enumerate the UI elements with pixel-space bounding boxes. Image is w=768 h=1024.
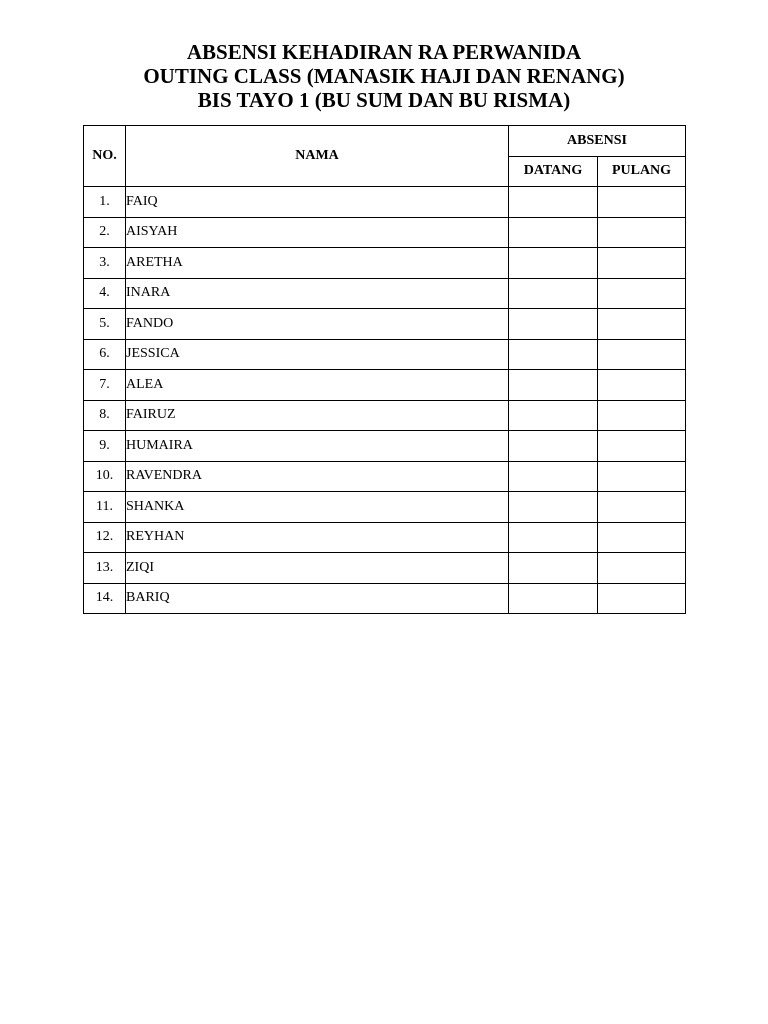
- datang-cell: [509, 278, 598, 309]
- table-row: [84, 492, 686, 523]
- row-number: 9.: [84, 431, 126, 462]
- row-name: ALEA: [126, 370, 509, 401]
- row-name: ARETHA: [126, 248, 509, 279]
- pulang-cell: [598, 187, 686, 218]
- pulang-cell: [598, 522, 686, 553]
- row-name: AISYAH: [126, 217, 509, 248]
- datang-cell: [509, 522, 598, 553]
- row-number: 2.: [84, 217, 126, 248]
- row-number: 1.: [84, 187, 126, 218]
- datang-cell: [509, 461, 598, 492]
- row-name: SHANKA: [126, 492, 509, 523]
- row-number: 14.: [84, 583, 126, 614]
- header-pulang: PULANG: [598, 156, 686, 187]
- header-row-1: [84, 126, 686, 157]
- datang-cell: [509, 248, 598, 279]
- pulang-cell: [598, 278, 686, 309]
- row-name: FAIRUZ: [126, 400, 509, 431]
- table-row: [84, 400, 686, 431]
- pulang-cell: [598, 339, 686, 370]
- row-name: BARIQ: [126, 583, 509, 614]
- row-name: RAVENDRA: [126, 461, 509, 492]
- datang-cell: [509, 217, 598, 248]
- document-title: [0, 40, 768, 112]
- datang-cell: [509, 339, 598, 370]
- datang-cell: [509, 400, 598, 431]
- pulang-cell: [598, 309, 686, 340]
- title-line-1: ABSENSI KEHADIRAN RA PERWANIDA: [186, 40, 582, 64]
- datang-cell: [509, 370, 598, 401]
- row-name: REYHAN: [126, 522, 509, 553]
- table-row: [84, 522, 686, 553]
- row-number: 11.: [84, 492, 126, 523]
- row-name: INARA: [126, 278, 509, 309]
- header-absensi: ABSENSI: [509, 126, 686, 157]
- table-row: [84, 339, 686, 370]
- pulang-cell: [598, 431, 686, 462]
- row-name: FAIQ: [126, 187, 509, 218]
- table-row: [84, 553, 686, 584]
- attendance-table: [83, 125, 686, 614]
- datang-cell: [509, 309, 598, 340]
- row-number: 10.: [84, 461, 126, 492]
- row-number: 12.: [84, 522, 126, 553]
- header-nama: NAMA: [126, 126, 509, 187]
- table-row: [84, 583, 686, 614]
- datang-cell: [509, 553, 598, 584]
- pulang-cell: [598, 583, 686, 614]
- row-number: 8.: [84, 400, 126, 431]
- datang-cell: [509, 187, 598, 218]
- pulang-cell: [598, 461, 686, 492]
- datang-cell: [509, 583, 598, 614]
- pulang-cell: [598, 370, 686, 401]
- pulang-cell: [598, 400, 686, 431]
- row-number: 6.: [84, 339, 126, 370]
- table-row: [84, 370, 686, 401]
- table-row: [84, 278, 686, 309]
- row-number: 4.: [84, 278, 126, 309]
- datang-cell: [509, 431, 598, 462]
- row-number: 13.: [84, 553, 126, 584]
- pulang-cell: [598, 492, 686, 523]
- row-number: 3.: [84, 248, 126, 279]
- header-no: NO.: [84, 126, 126, 187]
- table-row: [84, 309, 686, 340]
- row-number: 7.: [84, 370, 126, 401]
- pulang-cell: [598, 248, 686, 279]
- datang-cell: [509, 492, 598, 523]
- pulang-cell: [598, 553, 686, 584]
- table-row: [84, 461, 686, 492]
- title-line-2: OUTING CLASS (MANASIK HAJI DAN RENANG): [143, 64, 625, 88]
- table-row: [84, 187, 686, 218]
- table-row: [84, 431, 686, 462]
- title-line-3: BIS TAYO 1 (BU SUM DAN BU RISMA): [197, 88, 571, 112]
- header-datang: DATANG: [509, 156, 598, 187]
- row-name: HUMAIRA: [126, 431, 509, 462]
- row-name: FANDO: [126, 309, 509, 340]
- row-name: JESSICA: [126, 339, 509, 370]
- pulang-cell: [598, 217, 686, 248]
- row-number: 5.: [84, 309, 126, 340]
- table-row: [84, 248, 686, 279]
- row-name: ZIQI: [126, 553, 509, 584]
- table-row: [84, 217, 686, 248]
